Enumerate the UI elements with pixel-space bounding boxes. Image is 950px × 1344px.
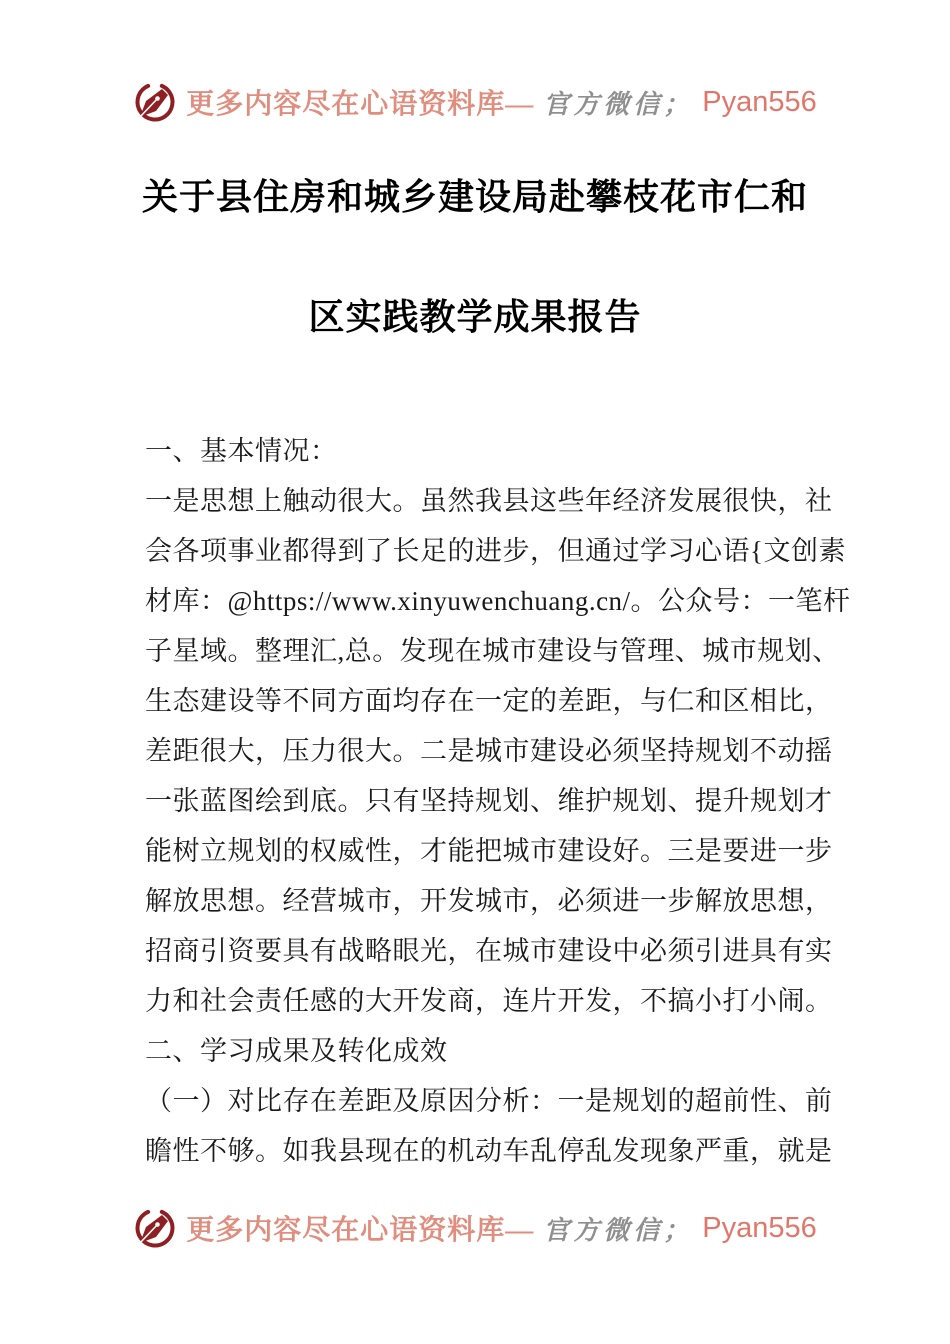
text-line: 会各项事业都得到了长足的进步，但通过学习心语{文创素 — [145, 536, 846, 566]
watermark-wechat-id: Pyan556 — [702, 1211, 817, 1244]
text-line: 子星域。整理汇,总。发现在城市建设与管理、城市规划、 — [145, 636, 840, 666]
pen-seal-icon — [133, 1206, 177, 1250]
document-title-line-2: 区实践教学成果报告 — [308, 297, 642, 337]
text-line: 解放思想。经营城市，开发城市，必须进一步解放思想， — [145, 886, 833, 916]
text-line: 力和社会责任感的大开发商，连片开发，不搞小打小闹。 — [145, 986, 833, 1016]
text-line: 差距很大，压力很大。二是城市建设必须坚持规划不动摇 — [145, 736, 833, 766]
text-line: 招商引资要具有战略眼光，在城市建设中必须引进具有实 — [145, 936, 833, 966]
text-line: 一张蓝图绘到底。只有坚持规划、维护规划、提升规划才 — [145, 786, 833, 816]
text-line: 瞻性不够。如我县现在的机动车乱停乱发现象严重，就是 — [145, 1136, 833, 1166]
watermark-brand-text: 更多内容尽在心语资料库— — [186, 1215, 535, 1246]
text-line: （一）对比存在差距及原因分析：一是规划的超前性、前 — [145, 1086, 833, 1116]
watermark-wechat-id: Pyan556 — [702, 85, 817, 118]
watermark-wechat-label: 官方微信； — [543, 1215, 694, 1245]
watermark-brand-text: 更多内容尽在心语资料库— — [186, 89, 535, 120]
document-title-line-1: 关于县住房和城乡建设局赴攀枝花市仁和 — [141, 177, 808, 217]
footer-watermark — [0, 1204, 950, 1252]
header-watermark — [0, 78, 950, 126]
section-heading-1: 一、基本情况： — [145, 436, 338, 466]
text-line-with-url: 材库：@https://www.xinyuwenchuang.cn/。公众号：一笔杆 — [145, 586, 851, 616]
text-line: 能树立规划的权威性，才能把城市建设好。三是要进一步 — [145, 836, 833, 866]
pen-seal-icon — [133, 80, 177, 124]
section-heading-2: 二、学习成果及转化成效 — [145, 1036, 448, 1066]
text-line: 一是思想上触动很大。虽然我县这些年经济发展很快，社 — [145, 486, 833, 516]
watermark-wechat-label: 官方微信； — [543, 89, 694, 119]
document-body — [145, 426, 851, 1176]
text-line: 生态建设等不同方面均存在一定的差距，与仁和区相比， — [145, 686, 833, 716]
